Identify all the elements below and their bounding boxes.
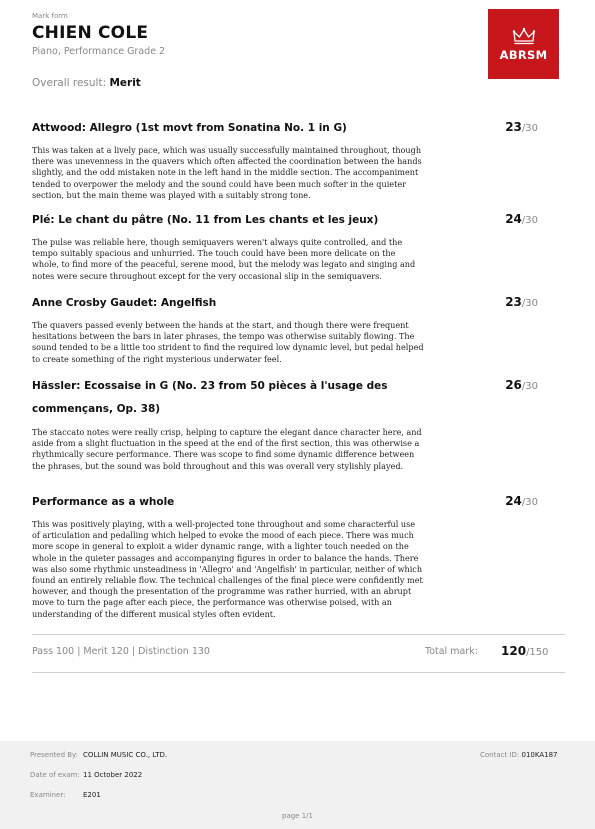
section-comment: The quavers passed evenly between the hands at the start, and though there were frequent hesitations between the bars in later phrases, the tempo was otherwise suitably flowing. The sound tended to be a little too strident to find the required low dynamic level, but pedal helped to create something of the right mysterious underwater feel. — [32, 320, 424, 364]
abrsm-logo — [488, 9, 559, 79]
mark-out-of: /30 — [521, 215, 538, 226]
total-mark-value: 120 — [501, 644, 527, 658]
mark-form-label: Mark form — [32, 12, 68, 20]
section-mark — [505, 212, 538, 226]
section-mark — [505, 120, 538, 134]
exam-date-value: 11 October 2022 — [83, 771, 143, 779]
logo-text: ABRSM — [499, 47, 548, 62]
totals-row — [32, 645, 565, 663]
examiner-value: E201 — [83, 791, 101, 799]
section-title: Hässler: Ecossaise in G (No. 23 from 50 pièces à l'usage des commençans, Op. 38) — [32, 380, 388, 415]
overall-result-label: Overall result: — [32, 77, 107, 89]
presented-by — [30, 751, 167, 759]
mark-out-of: /30 — [521, 497, 538, 508]
mark-value: 24 — [505, 494, 522, 508]
mark-out-of: /30 — [521, 381, 538, 392]
exam-date-label: Date of exam: — [30, 771, 80, 779]
section-title: Attwood: Allegro (1st movt from Sonatina No. 1 in G) — [32, 122, 347, 134]
crown-icon — [512, 27, 536, 45]
section-title: Plé: Le chant du pâtre (No. 11 from Les chants et les jeux) — [32, 214, 379, 226]
contact-id-label: Contact ID: — [480, 751, 520, 759]
examiner-label: Examiner: — [30, 791, 66, 799]
mark-out-of: /30 — [521, 298, 538, 309]
section-performance-whole — [32, 491, 547, 620]
mark-value: 23 — [505, 120, 522, 134]
section-mark — [505, 295, 538, 309]
section-mark — [505, 494, 538, 508]
section-title: Anne Crosby Gaudet: Angelfish — [32, 297, 217, 309]
presented-by-value: COLLIN MUSIC CO., LTD. — [83, 751, 168, 759]
mark-value: 24 — [505, 212, 522, 226]
overall-result-value: Merit — [109, 77, 141, 89]
section-hassler-ecossaise — [32, 375, 547, 472]
divider — [32, 634, 565, 635]
presented-by-label: Presented By: — [30, 751, 79, 759]
exam-subject: Piano, Performance Grade 2 — [32, 46, 166, 57]
section-title: Performance as a whole — [32, 496, 175, 508]
overall-result — [32, 77, 141, 89]
exam-date — [30, 771, 142, 779]
section-comment: The pulse was reliable here, though semiquavers weren't always quite controlled, and the tempo suitably spacious and unhurried. The touch could have been more delicate on the whole, to find more of the peaceful, serene mood, but the melody was legato and singing and notes were secure throughout except for the very occasional slip in the semiquavers. — [32, 237, 416, 281]
total-mark-out-of: /150 — [526, 647, 549, 658]
mark-value: 26 — [505, 378, 522, 392]
contact-id-value: 010KA187 — [521, 751, 558, 759]
section-ple-chant — [32, 209, 547, 282]
total-mark — [501, 644, 549, 658]
page-number: page 1/1 — [282, 812, 313, 820]
total-mark-label: Total mark: — [425, 646, 478, 657]
grade-thresholds: Pass 100 | Merit 120 | Distinction 130 — [32, 646, 210, 657]
section-gaudet-angelfish — [32, 292, 547, 365]
section-comment: This was taken at a lively pace, which was usually successfully maintained throughout, though there was unevenness in the quavers which often affected the coordination between the hands slightly, and the odd mistaken note in the left hand in the middle section. The accompaniment tended to overpower the melody and the sound could have been much softer in the quieter section, but the main theme was played with a suitably strong tone. — [32, 145, 422, 200]
page-footer — [0, 741, 595, 829]
mark-out-of: /30 — [521, 123, 538, 134]
examiner — [30, 791, 101, 799]
candidate-name: CHIEN COLE — [32, 23, 149, 43]
section-comment: The staccato notes were really crisp, helping to capture the elegant dance character here, and aside from a slight fluctuation in the speed at the end of the first section, this was otherwise a rhythmically secure performance. There was scope to find some dynamic difference between the phrases, but the sound was bold throughout and this was overall very stylishly played. — [32, 427, 422, 471]
mark-value: 23 — [505, 295, 522, 309]
section-mark — [505, 378, 538, 392]
section-attwood-allegro — [32, 117, 547, 201]
contact-id — [480, 751, 558, 759]
section-comment: This was positively playing, with a well-projected tone throughout and some characterful use of articulation and pedalling which helped to evoke the mood of each piece. There was much more scope in general to exploit a wider dynamic range, with a lighter touch needed on the whole in the quieter passages and accompanying figures in order to balance the hands. There was also some rhythmic unsteadiness in 'Allegro' and 'Angelfish' in particular, neither of which found an entirely reliable flow. The technical challenges of the final piece were confidently met however, and though the presentation of the programme was rather hurried, with an abrupt move to turn the page after each piece, the performance was otherwise poised, with an understanding of the different musical styles often evident. — [32, 519, 423, 619]
divider — [32, 672, 565, 673]
page-header — [32, 12, 165, 57]
